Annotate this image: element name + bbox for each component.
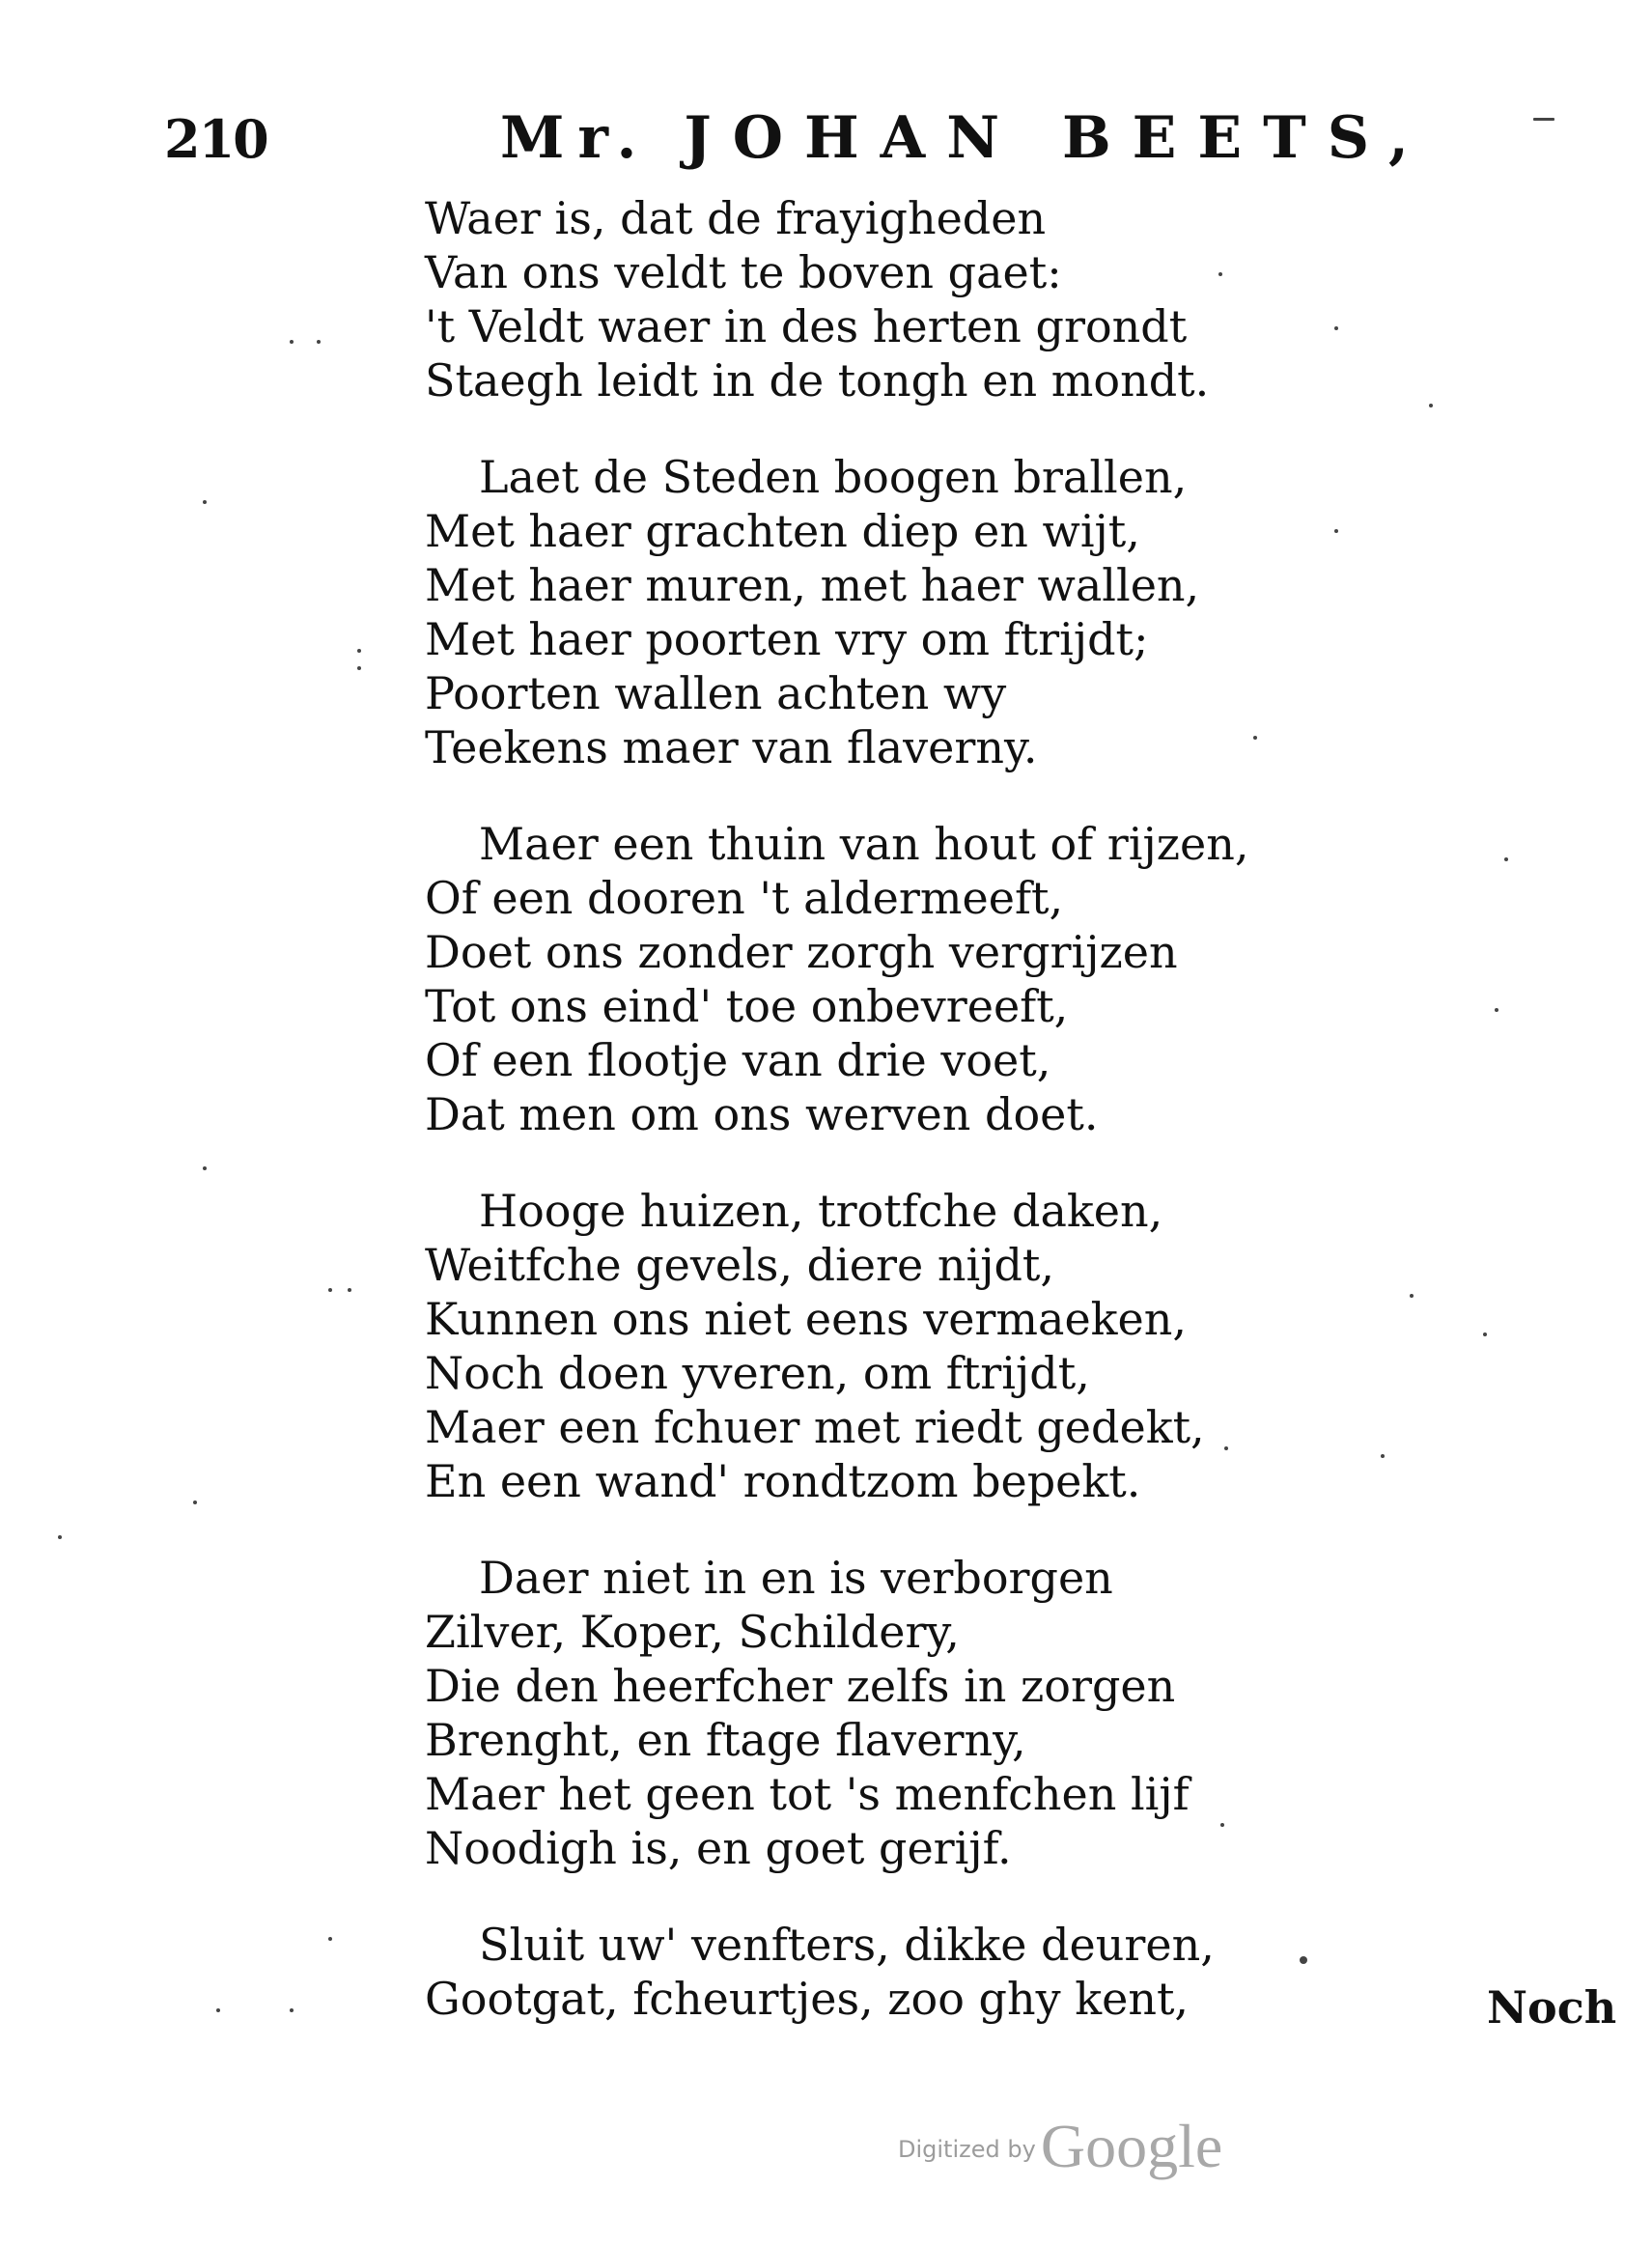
scan-speck [1495,1008,1498,1012]
verse-line: Maer een fchuer met riedt gedekt, [425,1401,1205,1453]
verse-line: Poorten wallen achten wy [425,667,1007,719]
scan-speck [58,1535,62,1539]
verse-line: Gootgat, fcheurtjes, zoo ghy kent, [425,1973,1190,2025]
scan-speck [1300,1956,1307,1964]
scan-speck [348,1288,351,1292]
running-head-prefix: Mr. [500,104,651,172]
verse-line: Maer een thuin van hout of rijzen, [479,818,1249,870]
digitized-watermark [898,2111,1222,2182]
scan-speck [1334,326,1338,330]
google-logo: Google [1040,2112,1223,2180]
scan-speck [203,1166,207,1170]
verse-line: Van ons veldt te boven gaet: [425,246,1062,298]
stanza-6 [425,1918,1294,2026]
verse-line: Teekens maer van flaverny. [425,721,1038,773]
stanza-3 [425,817,1294,1141]
verse-line: Noodigh is, en goet gerijf. [425,1822,1012,1874]
scan-speck [1410,1294,1414,1298]
stanza-4 [425,1184,1294,1508]
scan-speck [357,649,361,653]
scan-speck [1218,272,1222,276]
verse-line: Kunnen ons niet eens vermaeken, [425,1293,1188,1345]
verse-line: Dat men om ons werven doet. [425,1088,1099,1140]
verse-line: Of een flootje van drie voet, [425,1034,1051,1086]
stanza-1 [425,191,1294,407]
verse-line: Staegh leidt in de tongh en mondt. [425,354,1210,407]
stanza-2 [425,450,1294,774]
verse-line: Die den heerfcher zelfs in zorgen [425,1660,1176,1712]
verse-line: Zilver, Koper, Schildery, [425,1606,960,1658]
verse-line: Met haer grachten diep en wijt, [425,505,1140,557]
scan-speck [1224,1446,1228,1450]
verse-line: Sluit uw' venfters, dikke deuren, [479,1919,1215,1971]
scan-speck [357,666,361,670]
verse-line: Tot ons eind' toe onbevreeft, [425,980,1069,1032]
scan-speck [1381,1454,1385,1458]
verse-line: Brenght, en ftage flaverny, [425,1714,1026,1766]
scan-speck [290,2008,294,2012]
poem [425,191,1294,2068]
running-head-name: JOHAN BEETS, [684,104,1430,172]
verse-line: Met haer muren, met haer wallen, [425,559,1200,611]
scan-speck [1429,404,1433,407]
scan-speck [1533,118,1554,121]
scan-speck [1483,1332,1487,1336]
stanza-5 [425,1551,1294,1875]
scan-speck [1334,529,1338,533]
scan-speck [216,2008,220,2012]
scan-speck [203,500,207,504]
scan-speck [328,1937,332,1941]
scan-speck [1220,1823,1224,1827]
verse-line: Hooge huizen, trotfche daken, [479,1185,1163,1237]
verse-line: Laet de Steden boogen brallen, [479,451,1188,503]
scan-speck [290,340,294,344]
page-number: 210 [164,108,267,170]
digitized-label: Digitized by [898,2136,1036,2163]
scan-speck [1253,736,1257,740]
verse-line: Met haer poorten vry om ftrijdt; [425,613,1149,665]
scan-speck [317,340,321,344]
verse-line: Waer is, dat de frayigheden [425,192,1047,244]
scan-speck [1504,857,1508,861]
verse-line: Weitfche gevels, diere nijdt, [425,1239,1055,1291]
running-head [500,104,1430,172]
verse-line: Daer niet in en is verborgen [479,1552,1113,1604]
scan-speck [193,1501,197,1504]
verse-line: Of een dooren 't aldermeeft, [425,872,1064,924]
scan-speck [328,1288,332,1292]
verse-line: 't Veldt waer in des herten grondt [425,300,1188,352]
verse-line: Doet ons zonder zorgh vergrijzen [425,926,1178,978]
verse-line: Noch doen yveren, om ftrijdt, [425,1347,1090,1399]
catchword: Noch [1487,1981,1617,2034]
verse-line: En een wand' rondtzom bepekt. [425,1455,1141,1507]
verse-line: Maer het geen tot 's menfchen lijf [425,1768,1190,1820]
